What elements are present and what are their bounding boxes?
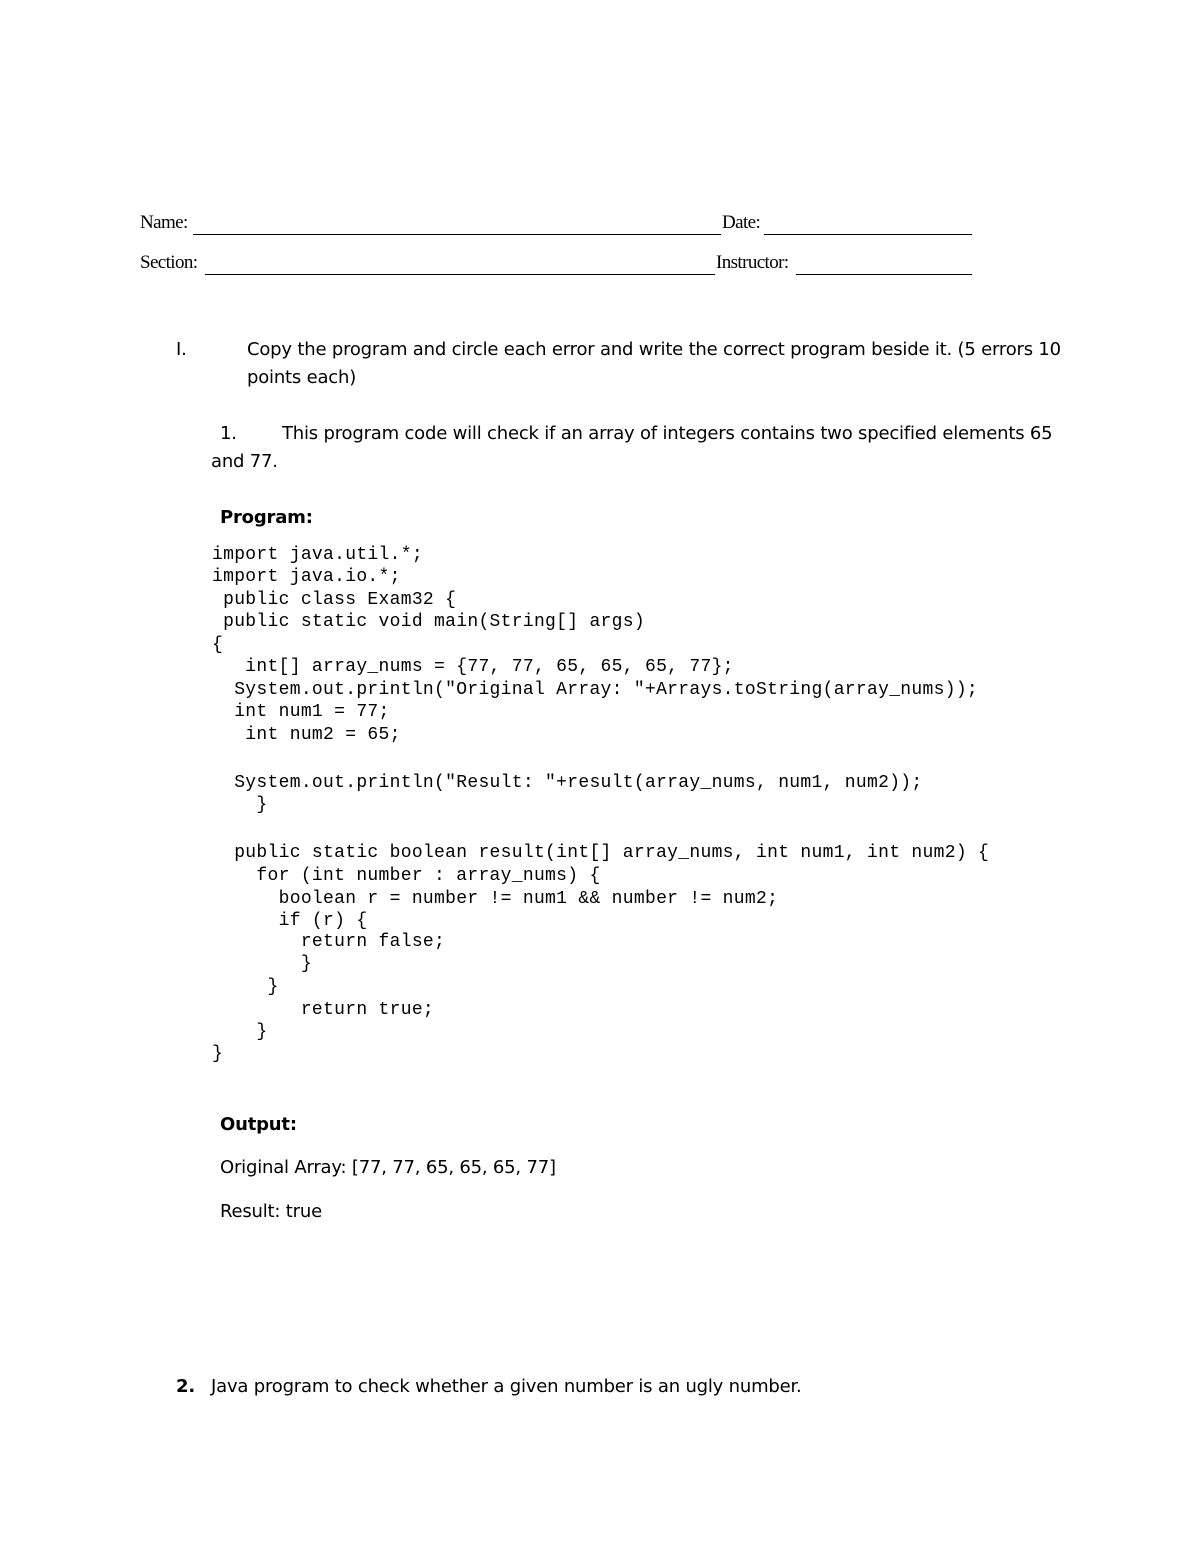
date-label: Date:	[722, 212, 761, 233]
code-line: if (r) {	[212, 911, 368, 931]
section-label: Section:	[140, 252, 198, 273]
part-instruction-line1: Copy the program and circle each error and write the correct program beside it. (5 errors 10	[247, 339, 1061, 360]
code-line: }	[212, 954, 312, 974]
code-line: int[] array_nums = {77, 77, 65, 65, 65, 77};	[212, 657, 734, 677]
code-line: for (int number : array_nums) {	[212, 866, 601, 886]
part-instruction-line2: points each)	[247, 367, 357, 388]
code-line: }	[212, 977, 279, 997]
question-1-number: 1.	[220, 423, 237, 444]
code-line: System.out.println("Result: "+result(array_nums, num1, num2));	[212, 773, 923, 793]
part-numeral: I.	[176, 339, 187, 360]
instructor-label: Instructor:	[716, 252, 789, 273]
name-label: Name:	[140, 212, 188, 233]
section-field[interactable]	[205, 274, 715, 275]
code-line: public static void main(String[] args)	[212, 612, 645, 632]
code-line: public class Exam32 {	[212, 590, 457, 610]
output-label: Output:	[220, 1114, 297, 1135]
program-label: Program:	[220, 507, 313, 528]
code-line: System.out.println("Original Array: "+Arrays.toString(array_nums));	[212, 680, 979, 700]
code-line: {	[212, 635, 224, 655]
code-line: import java.util.*;	[212, 545, 423, 565]
name-field[interactable]	[193, 234, 721, 235]
instructor-field[interactable]	[796, 274, 972, 275]
code-line: boolean r = number != num1 && number != num2;	[212, 889, 779, 909]
question-1-text-line1: This program code will check if an array of integers contains two specified elements 65	[282, 423, 1053, 444]
code-line: }	[212, 1044, 224, 1064]
code-line: int num1 = 77;	[212, 702, 390, 722]
code-line: int num2 = 65;	[212, 725, 401, 745]
code-line: return false;	[212, 932, 446, 952]
code-line: }	[212, 1022, 268, 1042]
output-line-1: Original Array: [77, 77, 65, 65, 65, 77]	[220, 1157, 556, 1178]
code-line: import java.io.*;	[212, 567, 401, 587]
question-2-text: Java program to check whether a given number is an ugly number.	[211, 1376, 802, 1397]
code-line: return true;	[212, 1000, 435, 1020]
question-2-number: 2.	[176, 1376, 195, 1397]
output-line-2: Result: true	[220, 1201, 322, 1222]
question-1-text-line2: and 77.	[211, 451, 278, 472]
date-field[interactable]	[764, 234, 972, 235]
code-line: }	[212, 795, 268, 815]
code-line: public static boolean result(int[] array_nums, int num1, int num2) {	[212, 843, 990, 863]
